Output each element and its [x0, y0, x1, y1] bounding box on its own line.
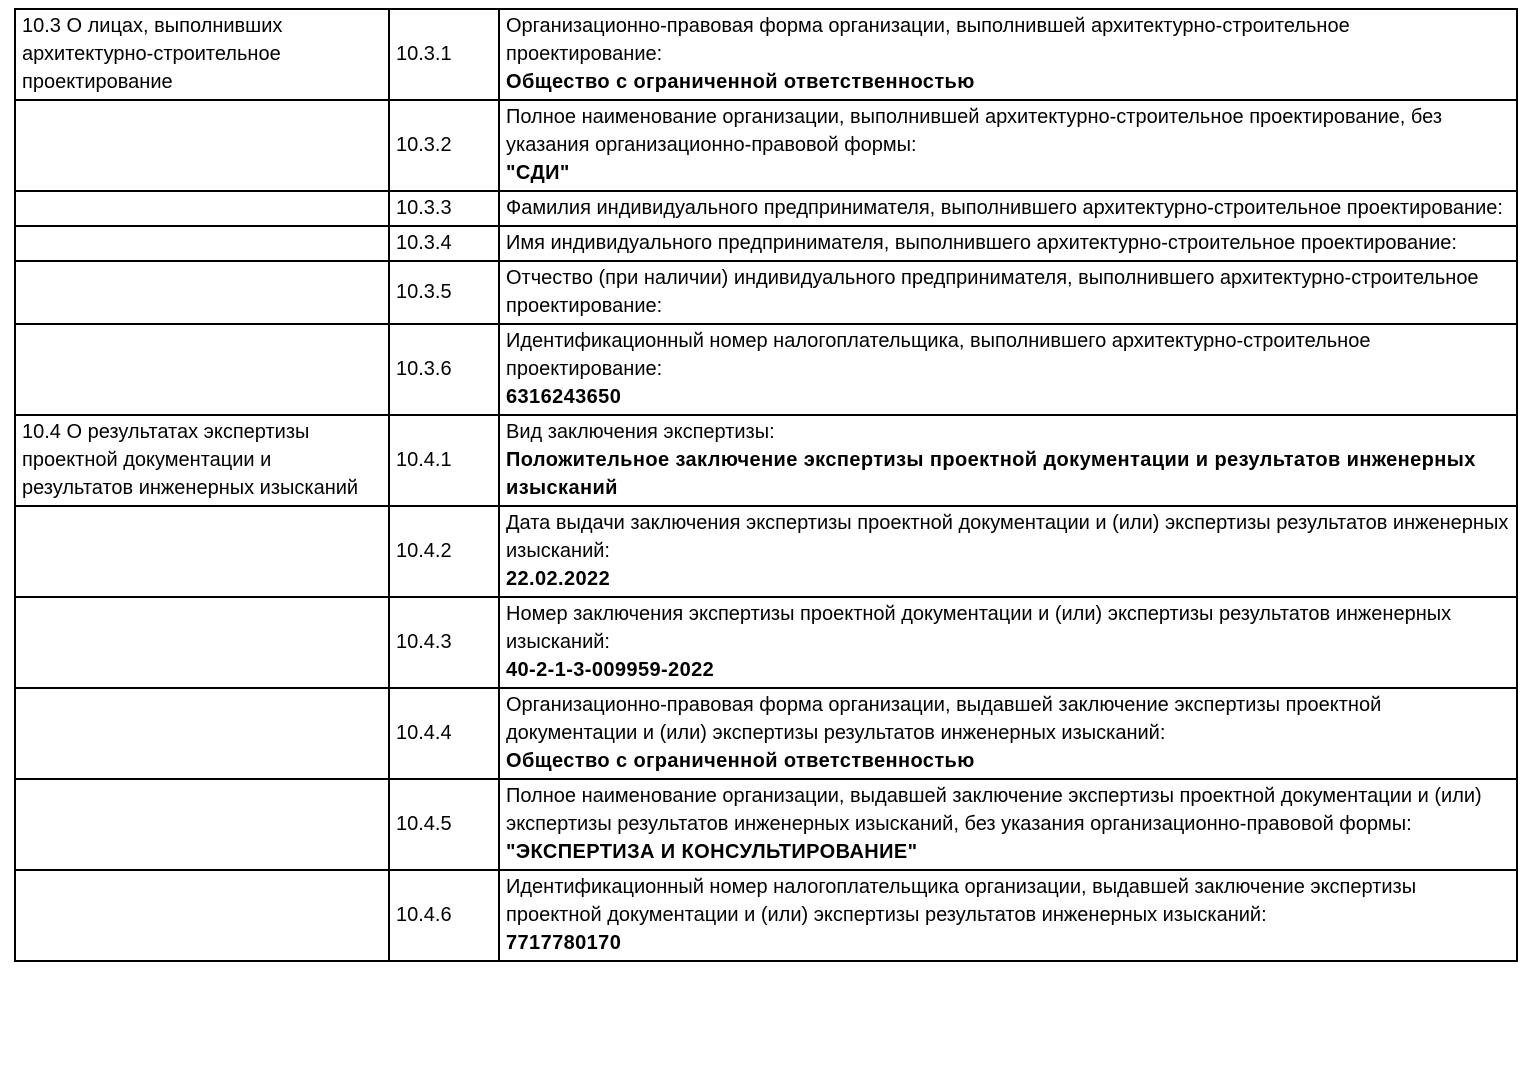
table-row: [15, 688, 1517, 779]
section-cell: [15, 506, 389, 597]
section-cell: [15, 597, 389, 688]
section-title: 10.3 О лицах, выполнивших архитектурно-строительное проектирование: [22, 15, 283, 93]
content-cell: [499, 226, 1517, 261]
field-value: Общество с ограниченной ответственностью: [506, 750, 975, 772]
table-row: [15, 597, 1517, 688]
section-cell: [15, 779, 389, 870]
field-value: 22.02.2022: [506, 568, 611, 590]
content-cell: [499, 506, 1517, 597]
field-value: 7717780170: [506, 932, 622, 954]
item-code: 10.3.6: [389, 324, 499, 415]
field-value: "СДИ": [506, 162, 570, 184]
table-row: [15, 870, 1517, 961]
section-cell: [15, 415, 389, 506]
item-code: 10.4.3: [389, 597, 499, 688]
section-cell: [15, 226, 389, 261]
field-label: Номер заключения экспертизы проектной документации и (или) экспертизы результатов инженерных изысканий:: [506, 603, 1452, 653]
item-code: 10.3.3: [389, 191, 499, 226]
item-code: 10.3.1: [389, 9, 499, 100]
section-cell: [15, 261, 389, 324]
content-cell: [499, 9, 1517, 100]
field-label: Вид заключения экспертизы:: [506, 421, 775, 443]
section-cell: [15, 324, 389, 415]
field-label: Организационно-правовая форма организации, выдавшей заключение экспертизы проектной документации и (или) экспертизы результатов инженерных изысканий:: [506, 694, 1382, 744]
table-row: [15, 415, 1517, 506]
content-cell: [499, 324, 1517, 415]
field-label: Дата выдачи заключения экспертизы проектной документации и (или) экспертизы результатов инженерных изысканий:: [506, 512, 1509, 562]
field-label: Организационно-правовая форма организации, выполнившей архитектурно-строительное проектирование:: [506, 15, 1350, 65]
table-row: [15, 779, 1517, 870]
field-label: Идентификационный номер налогоплательщика организации, выдавшей заключение экспертизы проектной документации и (или) экспертизы результатов инженерных изысканий:: [506, 876, 1417, 926]
field-label: Фамилия индивидуального предпринимателя, выполнившего архитектурно-строительное проектирование:: [506, 197, 1503, 219]
content-cell: [499, 261, 1517, 324]
section-cell: [15, 9, 389, 100]
item-code: 10.4.2: [389, 506, 499, 597]
table-row: [15, 506, 1517, 597]
content-cell: [499, 779, 1517, 870]
item-code: 10.3.4: [389, 226, 499, 261]
item-code: 10.4.5: [389, 779, 499, 870]
declaration-table: [14, 8, 1518, 962]
table-row: [15, 261, 1517, 324]
table-row: [15, 9, 1517, 100]
field-label: Полное наименование организации, выдавшей заключение экспертизы проектной документации и (или) экспертизы результатов инженерных изысканий, без указания организационно-правовой формы:: [506, 785, 1482, 835]
declaration-table-body: [15, 9, 1517, 961]
content-cell: [499, 191, 1517, 226]
field-value: Общество с ограниченной ответственностью: [506, 71, 975, 93]
content-cell: [499, 597, 1517, 688]
field-value: Положительное заключение экспертизы проектной документации и результатов инженерных изысканий: [506, 449, 1476, 499]
field-label: Полное наименование организации, выполнившей архитектурно-строительное проектирование, без указания организационно-правовой формы:: [506, 106, 1443, 156]
field-label: Отчество (при наличии) индивидуального предпринимателя, выполнившего архитектурно-строительное проектирование:: [506, 267, 1479, 317]
item-code: 10.3.2: [389, 100, 499, 191]
item-code: 10.3.5: [389, 261, 499, 324]
table-row: [15, 100, 1517, 191]
section-cell: [15, 100, 389, 191]
field-value: 40-2-1-3-009959-2022: [506, 659, 715, 681]
table-row: [15, 191, 1517, 226]
field-label: Имя индивидуального предпринимателя, выполнившего архитектурно-строительное проектирование:: [506, 232, 1457, 254]
content-cell: [499, 415, 1517, 506]
content-cell: [499, 870, 1517, 961]
section-cell: [15, 870, 389, 961]
field-value: "ЭКСПЕРТИЗА И КОНСУЛЬТИРОВАНИЕ": [506, 841, 918, 863]
section-cell: [15, 688, 389, 779]
content-cell: [499, 688, 1517, 779]
content-cell: [499, 100, 1517, 191]
item-code: 10.4.1: [389, 415, 499, 506]
item-code: 10.4.4: [389, 688, 499, 779]
section-cell: [15, 191, 389, 226]
item-code: 10.4.6: [389, 870, 499, 961]
field-value: 6316243650: [506, 386, 622, 408]
section-title: 10.4 О результатах экспертизы проектной документации и результатов инженерных изысканий: [22, 421, 359, 499]
table-row: [15, 324, 1517, 415]
table-row: [15, 226, 1517, 261]
field-label: Идентификационный номер налогоплательщика, выполнившего архитектурно-строительное проектирование:: [506, 330, 1371, 380]
